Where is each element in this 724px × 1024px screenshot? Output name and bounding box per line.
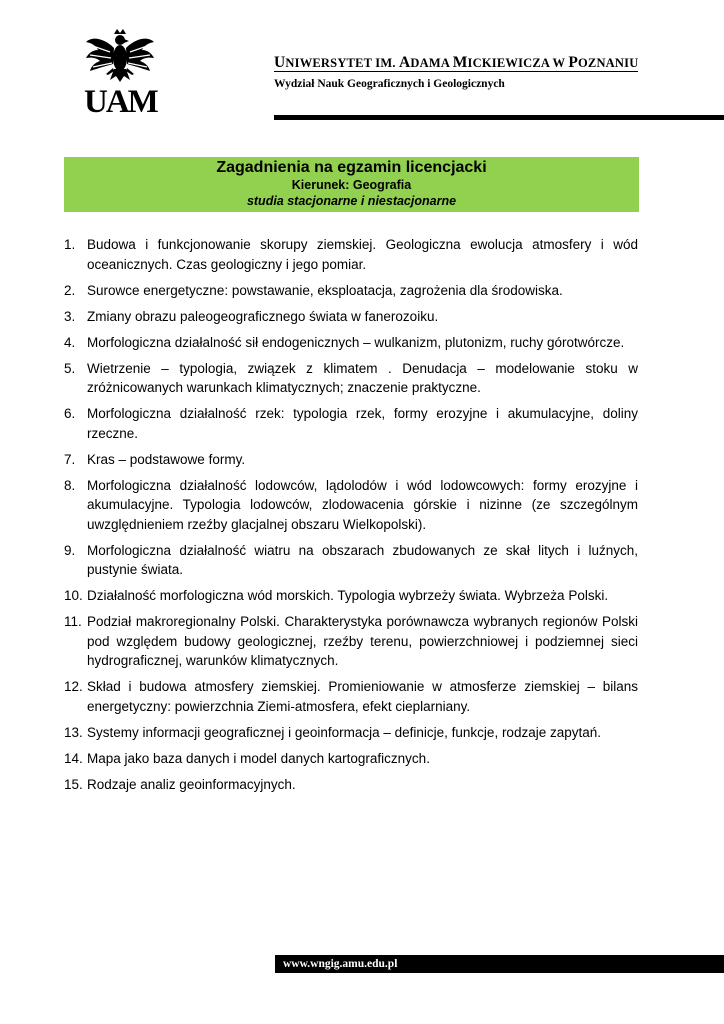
- header-divider-thick: [274, 115, 724, 120]
- list-item: [64, 586, 638, 606]
- list-item: [64, 450, 638, 470]
- item-number: 10.: [64, 588, 83, 603]
- item-number: 5.: [64, 360, 76, 376]
- list-item: [64, 723, 638, 743]
- item-text: Morfologiczna działalność wiatru na obszarach zbudowanych ze skał litych i luźnych, pustynie świata.: [87, 542, 638, 577]
- item-number: 7.: [64, 451, 76, 467]
- item-text: Rodzaje analiz geoinformacyjnych.: [87, 776, 296, 792]
- header-divider-thin: [274, 71, 638, 72]
- list-item: [64, 307, 638, 327]
- footer-url-link[interactable]: www.wngig.amu.edu.pl: [283, 958, 398, 970]
- list-item: [64, 235, 638, 274]
- list-item: [64, 476, 638, 535]
- item-text: Systemy informacji geograficznej i geoinformacja – definicje, funkcje, rodzaje zapytań.: [87, 724, 602, 740]
- logo-text: UAM: [84, 84, 157, 120]
- logo-lettering: [84, 82, 156, 122]
- document-title: Zagadnienia na egzamin licencjacki: [216, 159, 487, 176]
- list-item: [64, 677, 638, 716]
- item-number: 9.: [64, 542, 76, 558]
- item-number: 4.: [64, 334, 76, 350]
- list-item: [64, 775, 638, 795]
- item-text: Morfologiczna działalność lodowców, lądolodów i wód lodowcowych: formy erozyjne i akumulacyjne. Typologia lodowców, zlodowacenia górskie i nizinne (ze szczególnym uwzględnieniem rzeźby glacjalnej obszaru Wielkopolski).: [87, 477, 638, 532]
- item-number: 6.: [64, 406, 76, 421]
- list-item: [64, 541, 638, 580]
- item-text: Kras – podstawowe formy.: [87, 451, 246, 467]
- list-item: [64, 359, 638, 398]
- topic-list: [64, 235, 638, 801]
- item-text: Skład i budowa atmosfery ziemskiej. Promieniowanie w atmosferze ziemskiej – bilans energetyczny: powierzchnia Ziemi-atmosfera, efekt cieplarniany.: [87, 679, 638, 714]
- item-text: Działalność morfologiczna wód morskich. Typologia wybrzeży świata. Wybrzeża Polski.: [87, 588, 609, 603]
- item-text: Wietrzenie – typologia, związek z klimatem . Denudacja – modelowanie stoku w zróżnicowanych warunkach klimatycznych; znaczenie praktyczne.: [87, 360, 638, 395]
- item-text: Morfologiczna działalność rzek: typologia rzek, formy erozyjne i akumulacyjne, doliny rzeczne.: [87, 406, 638, 441]
- footer-bar: [275, 955, 724, 973]
- item-number: 14.: [64, 750, 83, 766]
- title-box: [64, 157, 639, 212]
- item-number: 2.: [64, 282, 76, 298]
- item-text: Morfologiczna działalność sił endogenicznych – wulkanizm, plutonizm, ruchy górotwórcze.: [87, 334, 625, 350]
- uam-logo: [84, 28, 156, 124]
- list-item: [64, 749, 638, 769]
- item-number: 3.: [64, 308, 76, 324]
- list-item: [64, 333, 638, 353]
- item-text: Mapa jako baza danych i model danych kartograficznych.: [87, 750, 430, 766]
- item-number: 11.: [64, 614, 82, 629]
- item-number: 13.: [64, 724, 83, 740]
- item-number: 15.: [64, 776, 83, 792]
- item-text: Budowa i funkcjonowanie skorupy ziemskiej. Geologiczna ewolucja atmosfery i wód oceanicznych. Czas geologiczny i jego pomiar.: [87, 237, 638, 272]
- item-number: 8.: [64, 477, 76, 493]
- study-mode: studia stacjonarne i niestacjonarne: [246, 194, 457, 208]
- list-item: [64, 281, 638, 301]
- item-text: Surowce energetyczne: powstawanie, eksploatacja, zagrożenia dla środowiska.: [87, 282, 563, 298]
- field-of-study: Kierunek: Geografia: [291, 178, 412, 192]
- item-text: Zmiany obrazu paleogeograficznego świata w fanerozoiku.: [87, 308, 439, 324]
- faculty-name: Wydział Nauk Geograficznych i Geologicznych: [274, 78, 505, 90]
- item-text: Podział makroregionalny Polski. Charakterystyka porównawcza wybranych regionów Polski pod względem budowy geologicznej, rzeźby terenu, powierzchniowej i podziemnej sieci hydrograficznej, warunków klimatycznych.: [87, 614, 638, 668]
- item-number: 1.: [64, 237, 76, 252]
- university-name: UNIWERSYTET IM. ADAMA MICKIEWICZA W POZNANIU: [274, 54, 639, 71]
- list-item: [64, 404, 638, 443]
- item-number: 12.: [64, 679, 83, 694]
- list-item: [64, 612, 638, 671]
